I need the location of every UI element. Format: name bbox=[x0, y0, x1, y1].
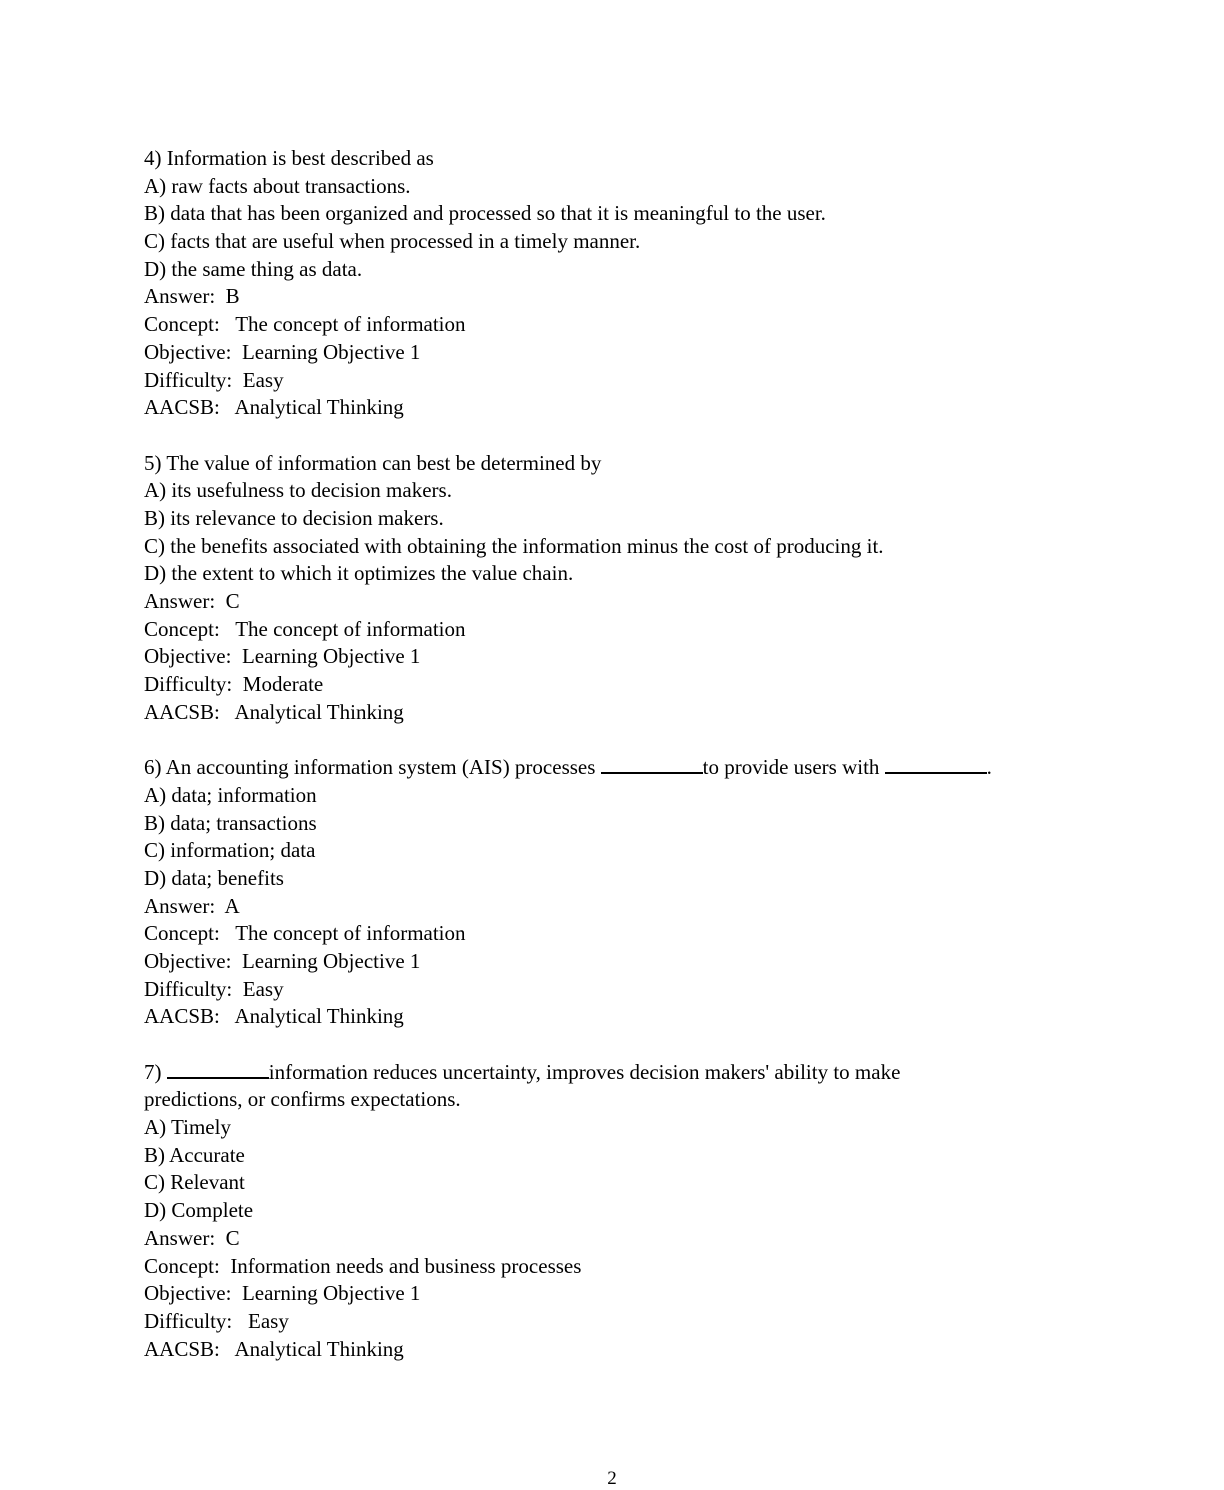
fill-in-blank bbox=[167, 1059, 269, 1079]
answer-option-d: D) the same thing as data. bbox=[144, 256, 363, 281]
answer-key: Answer: C bbox=[144, 589, 240, 613]
fill-in-blank bbox=[885, 754, 987, 774]
spacer bbox=[144, 726, 1104, 754]
answer-option-a: A) raw facts about transactions. bbox=[144, 173, 411, 198]
question-block-5 bbox=[144, 450, 1104, 727]
aacsb-line: AACSB: Analytical Thinking bbox=[144, 1336, 404, 1361]
answer-option-b: B) data that has been organized and processed so that it is meaningful to the user. bbox=[144, 201, 826, 226]
answer-key: Answer: C bbox=[144, 1225, 240, 1250]
answer-option-c: C) Relevant bbox=[144, 1170, 245, 1195]
answer-option-d: D) data; benefits bbox=[144, 865, 284, 890]
difficulty-line: Difficulty: Easy bbox=[144, 1308, 289, 1333]
stem-text-end: . bbox=[986, 755, 992, 780]
answer-option-a: A) its usefulness to decision makers. bbox=[144, 478, 452, 503]
question-stem-continued: predictions, or confirms expectations. bbox=[144, 1087, 461, 1112]
answer-option-b: B) Accurate bbox=[144, 1142, 245, 1167]
question-block-7 bbox=[144, 1059, 1104, 1364]
question-block-6 bbox=[144, 754, 1104, 1031]
objective-line: Objective: Learning Objective 1 bbox=[144, 1281, 421, 1306]
difficulty-line: Difficulty: Moderate bbox=[144, 672, 324, 697]
fill-in-blank bbox=[601, 754, 703, 774]
document-body bbox=[144, 145, 1104, 1363]
difficulty-line: Difficulty: Easy bbox=[144, 367, 284, 392]
question-stem: 4) Information is best described as bbox=[144, 146, 434, 170]
answer-option-a: A) data; information bbox=[144, 782, 317, 807]
difficulty-line: Difficulty: Easy bbox=[144, 976, 284, 1001]
concept-line: Concept: The concept of information bbox=[144, 921, 466, 946]
stem-text-rest: information reduces uncertainty, improves decision makers' ability to make bbox=[268, 1059, 901, 1084]
question-block-4 bbox=[144, 145, 1104, 422]
stem-text-middle: to provide users with bbox=[702, 755, 885, 780]
objective-line: Objective: Learning Objective 1 bbox=[144, 948, 421, 973]
aacsb-line: AACSB: Analytical Thinking bbox=[144, 699, 404, 724]
aacsb-line: AACSB: Analytical Thinking bbox=[144, 1004, 404, 1029]
concept-line: Concept: The concept of information bbox=[144, 616, 466, 641]
spacer bbox=[144, 1031, 1104, 1059]
answer-option-c: C) the benefits associated with obtaining the information minus the cost of producing it. bbox=[144, 533, 884, 558]
answer-option-d: D) the extent to which it optimizes the value chain. bbox=[144, 561, 574, 586]
aacsb-line: AACSB: Analytical Thinking bbox=[144, 395, 404, 420]
answer-key: Answer: B bbox=[144, 284, 240, 309]
answer-option-b: B) data; transactions bbox=[144, 810, 317, 835]
stem-text-start: 6) An accounting information system (AIS) processes bbox=[144, 755, 601, 780]
question-stem bbox=[144, 754, 1104, 782]
question-stem bbox=[144, 1059, 1104, 1087]
concept-line: Concept: The concept of information bbox=[144, 312, 466, 337]
answer-option-c: C) information; data bbox=[144, 838, 316, 863]
answer-key: Answer: A bbox=[144, 893, 240, 918]
concept-line: Concept: Information needs and business processes bbox=[144, 1253, 582, 1278]
stem-text-start: 7) bbox=[144, 1059, 167, 1084]
spacer bbox=[144, 422, 1104, 450]
answer-option-a: A) Timely bbox=[144, 1115, 231, 1140]
question-stem: 5) The value of information can best be determined by bbox=[144, 450, 602, 475]
objective-line: Objective: Learning Objective 1 bbox=[144, 339, 421, 364]
answer-option-c: C) facts that are useful when processed in a timely manner. bbox=[144, 229, 641, 254]
answer-option-d: D) Complete bbox=[144, 1198, 254, 1223]
page-number: 2 bbox=[607, 1468, 617, 1489]
answer-option-b: B) its relevance to decision makers. bbox=[144, 505, 444, 530]
objective-line: Objective: Learning Objective 1 bbox=[144, 644, 421, 669]
